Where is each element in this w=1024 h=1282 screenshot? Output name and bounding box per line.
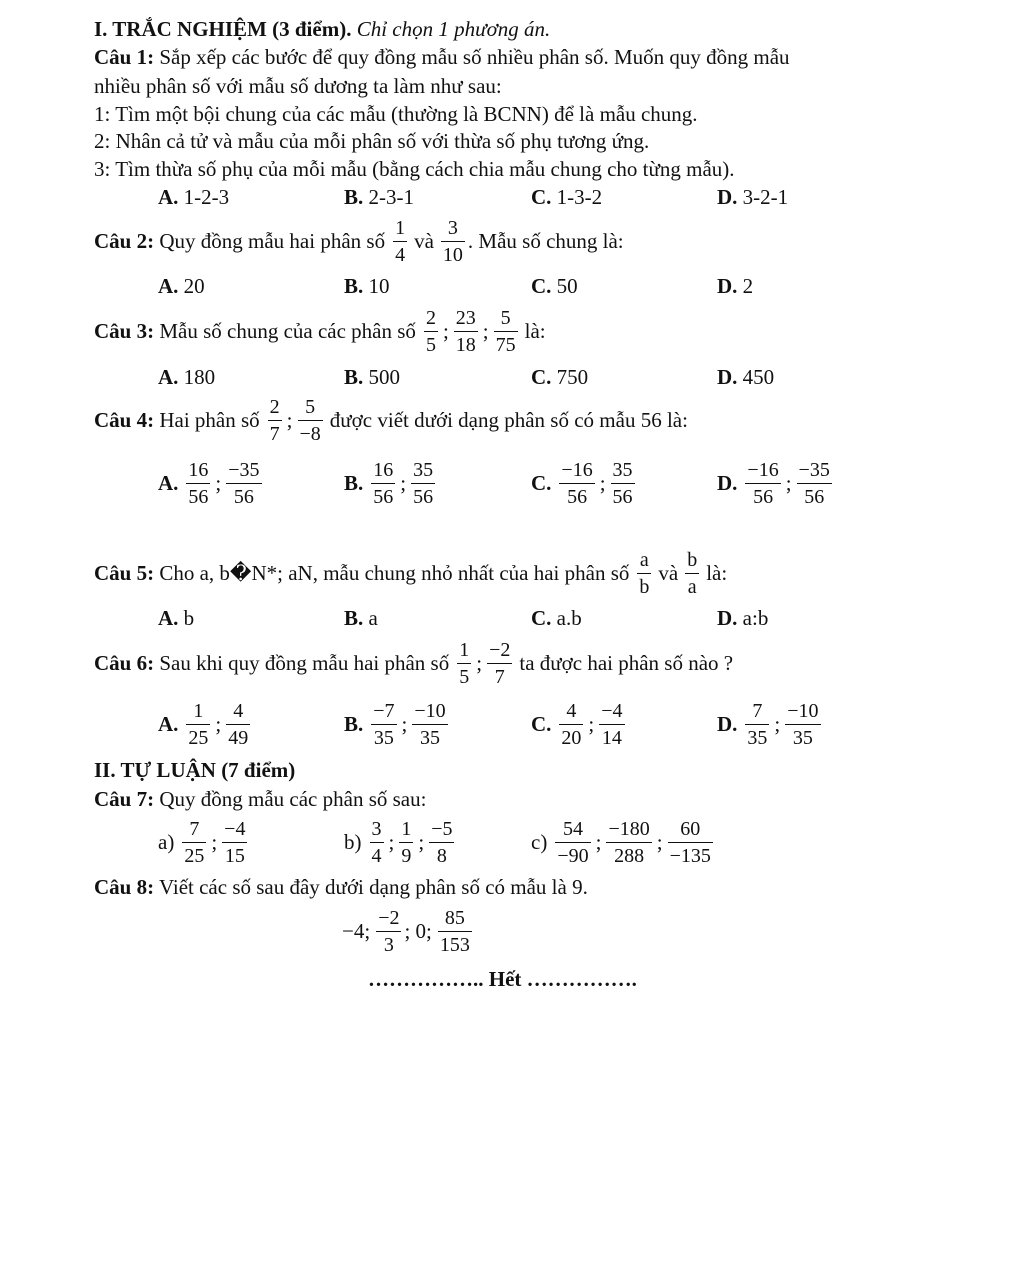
q4-option-d[interactable]: D. $\frac{-16}{56}$ ; $\frac{-35}{56}$ — [717, 458, 830, 508]
q6d-fraction-2: $\frac{-10}{35}$ — [787, 699, 819, 749]
q7c-fraction-2: $\frac{-180}{288}$ — [608, 817, 650, 867]
q7-part-a: a) $\frac{7}{25}$ ; $\frac{-4}{15}$ — [158, 817, 246, 867]
q6-fraction-1: $\frac{1}{5}$ — [459, 638, 470, 688]
q5-option-c[interactable] — [531, 605, 582, 631]
option-letter: B. — [344, 606, 364, 630]
option-letter: D. — [717, 274, 738, 298]
q5-prefix: Cho a, b — [159, 561, 230, 585]
q3-option-d[interactable] — [717, 364, 774, 390]
q5-label: Câu 5: — [94, 561, 155, 585]
q4-option-b[interactable]: B. $\frac{16}{56}$ ; $\frac{35}{56}$ — [344, 458, 434, 508]
option-letter: A. — [158, 471, 179, 495]
q7-question — [94, 786, 426, 812]
option-value: a:b — [742, 606, 769, 630]
q6b-fraction-1: $\frac{-7}{35}$ — [373, 699, 395, 749]
q7b-fraction-1: $\frac{3}{4}$ — [371, 817, 382, 867]
option-letter: A. — [158, 365, 179, 389]
option-letter: C. — [531, 471, 552, 495]
q4c-fraction-2: $\frac{35}{56}$ — [612, 458, 633, 508]
q4a-fraction-1: $\frac{16}{56}$ — [188, 458, 209, 508]
q3-label: Câu 3: — [94, 319, 155, 343]
option-value: a.b — [556, 606, 582, 630]
q2-suffix: . Mẫu số chung là: — [467, 229, 624, 253]
option-value: 50 — [556, 274, 578, 298]
q2-prefix: Quy đồng mẫu hai phân số — [159, 229, 386, 253]
q6a-fraction-2: $\frac{4}{49}$ — [228, 699, 249, 749]
option-value: 750 — [556, 365, 589, 389]
q8-fraction-2: $\frac{85}{153}$ — [439, 906, 470, 956]
section2-title-text: II. TỰ LUẬN (7 điểm) — [94, 758, 296, 782]
option-value: 20 — [183, 274, 205, 298]
q6-option-a[interactable]: A. $\frac{1}{25}$ ; $\frac{4}{49}$ — [158, 699, 249, 749]
option-letter: B. — [344, 185, 364, 209]
option-value: a — [368, 606, 378, 630]
q8-item-3: ; 0; — [404, 919, 432, 943]
q3-suffix: là: — [524, 319, 546, 343]
q6c-fraction-2: $\frac{-4}{14}$ — [601, 699, 623, 749]
q4-fraction-1: $\frac{2}{7}$ — [269, 395, 280, 445]
option-letter: D. — [717, 365, 738, 389]
q1-step3: 3: Tìm thừa số phụ của mỗi mẫu (bằng cách chia mẫu chung cho từng mẫu). — [94, 157, 735, 181]
option-value: 10 — [368, 274, 390, 298]
q6d-fraction-1: $\frac{7}{35}$ — [747, 699, 768, 749]
q4b-fraction-2: $\frac{35}{56}$ — [413, 458, 434, 508]
q7-part-b: b) $\frac{3}{4}$ ; $\frac{1}{9}$ ; $\frac{-5}{8}$ — [344, 817, 453, 867]
option-letter: D. — [717, 606, 738, 630]
q6-option-b[interactable]: B. $\frac{-7}{35}$ ; $\frac{-10}{35}$ — [344, 699, 446, 749]
option-letter: C. — [531, 712, 552, 736]
option-value: 500 — [368, 365, 401, 389]
q2-label: Câu 2: — [94, 229, 155, 253]
q3-fraction-1: $\frac{2}{5}$ — [425, 306, 436, 356]
part-letter: a) — [158, 830, 175, 854]
q2-option-a[interactable] — [158, 273, 205, 299]
q7-part-c: c) $\frac{54}{-90}$ ; $\frac{-180}{288}$ ; $\frac{60}{-135}$ — [531, 817, 711, 867]
q2-fraction-2: $\frac{3}{10}$ — [442, 216, 463, 266]
q1-option-c[interactable] — [531, 184, 602, 210]
part-letter: c) — [531, 830, 548, 854]
q6-suffix: ta được hai phân số nào ? — [519, 651, 734, 675]
q6-fraction-2: $\frac{-2}{7}$ — [489, 638, 511, 688]
q2-fraction-1: $\frac{1}{4}$ — [395, 216, 406, 266]
q6-prefix: Sau khi quy đồng mẫu hai phân số — [159, 651, 450, 675]
option-value: 2-3-1 — [368, 185, 415, 209]
q4b-fraction-1: $\frac{16}{56}$ — [373, 458, 394, 508]
q6-option-d[interactable]: D. $\frac{7}{35}$ ; $\frac{-10}{35}$ — [717, 699, 819, 749]
option-value: 3-2-1 — [742, 185, 789, 209]
q6b-fraction-2: $\frac{-10}{35}$ — [414, 699, 446, 749]
option-letter: A. — [158, 606, 179, 630]
option-letter: B. — [344, 365, 364, 389]
option-letter: C. — [531, 606, 552, 630]
q6-option-c[interactable]: C. $\frac{4}{20}$ ; $\frac{-4}{14}$ — [531, 699, 623, 749]
q4-question: Câu 4: Hai phân số $\frac{2}{7}$ ; $\frac{5}{-8}$ được viết dưới dạng phân số có mẫu 56 là: — [94, 395, 688, 445]
section1-heading — [94, 16, 550, 42]
q5-fraction-1: $\frac{a}{b}$ — [639, 548, 650, 598]
option-value: b — [183, 606, 195, 630]
option-value: 450 — [742, 365, 775, 389]
q3-option-b[interactable] — [344, 364, 400, 390]
q3-question: Câu 3: Mẫu số chung của các phân số $\frac{2}{5}$ ; $\frac{23}{18}$ ; $\frac{5}{75}$ là: — [94, 306, 546, 356]
q7b-fraction-3: $\frac{-5}{8}$ — [431, 817, 453, 867]
q8-fraction-1: $\frac{-2}{3}$ — [378, 906, 400, 956]
q1-step1: 1: Tìm một bội chung của các mẫu (thường là BCNN) để là mẫu chung. — [94, 102, 698, 126]
q2-joiner: và — [414, 229, 434, 253]
q7-label: Câu 7: — [94, 787, 155, 811]
q7a-fraction-1: $\frac{7}{25}$ — [184, 817, 205, 867]
option-letter: A. — [158, 712, 179, 736]
q2-option-b[interactable] — [344, 273, 390, 299]
option-value: 1-3-2 — [556, 185, 603, 209]
section1-title: I. TRẮC NGHIỆM (3 điểm). — [94, 17, 352, 41]
option-letter: B. — [344, 274, 364, 298]
q8-items — [342, 902, 475, 960]
q5-option-d[interactable] — [717, 605, 768, 631]
q2-question — [94, 214, 624, 268]
q3-fraction-3: $\frac{5}{75}$ — [495, 306, 516, 356]
q5-fraction-2: $\frac{b}{a}$ — [687, 548, 698, 598]
q1-option-d[interactable] — [717, 184, 788, 210]
q4c-fraction-1: $\frac{-16}{56}$ — [561, 458, 593, 508]
q3-option-c[interactable] — [531, 364, 588, 390]
q5-joiner: và — [658, 561, 679, 585]
section1-instruction: Chỉ chọn 1 phương án. — [356, 17, 551, 41]
q3-fraction-2: $\frac{23}{18}$ — [455, 306, 476, 356]
option-value: 1-2-3 — [183, 185, 230, 209]
q3-prefix: Mẫu số chung của các phân số — [159, 319, 416, 343]
q6a-fraction-1: $\frac{1}{25}$ — [188, 699, 209, 749]
q1-option-a[interactable] — [158, 184, 229, 210]
q5-option-a[interactable] — [158, 605, 194, 631]
q4-fraction-2: $\frac{5}{-8}$ — [299, 395, 321, 445]
option-letter: B. — [344, 471, 364, 495]
option-letter: D. — [717, 185, 738, 209]
q1-text-line1: Sắp xếp các bước để quy đồng mẫu số nhiều phân số. Muốn quy đồng mẫu — [159, 45, 790, 69]
option-letter: A. — [158, 185, 179, 209]
q7-text: Quy đồng mẫu các phân số sau: — [159, 787, 427, 811]
q1-label: Câu 1: — [94, 45, 155, 69]
q5-option-b[interactable] — [344, 605, 378, 631]
q7b-fraction-2: $\frac{1}{9}$ — [401, 817, 412, 867]
q4d-fraction-1: $\frac{-16}{56}$ — [747, 458, 779, 508]
option-letter: D. — [717, 712, 738, 736]
q4d-fraction-2: $\frac{-35}{56}$ — [798, 458, 830, 508]
option-letter: C. — [531, 185, 552, 209]
option-value: 2 — [742, 274, 754, 298]
q6-question: Câu 6: Sau khi quy đồng mẫu hai phân số $\frac{1}{5}$ ; $\frac{-2}{7}$ ta được hai phân số nào ? — [94, 638, 734, 688]
q7a-fraction-2: $\frac{-4}{15}$ — [224, 817, 246, 867]
q4-suffix: được viết dưới dạng phân số có mẫu 56 là: — [329, 408, 688, 432]
q2-option-c[interactable] — [531, 273, 578, 299]
q3-option-a[interactable] — [158, 364, 215, 390]
q4-label: Câu 4: — [94, 408, 155, 432]
q5-middle: , mẫu chung nhỏ nhất của hai phân số — [312, 561, 630, 585]
footer-end: …………….. Hết ……………. — [368, 967, 637, 991]
q2-option-d[interactable] — [717, 273, 753, 299]
option-letter: B. — [344, 712, 364, 736]
option-letter: D. — [717, 471, 738, 495]
q4-option-a[interactable]: A. $\frac{16}{56}$ ; $\frac{-35}{56}$ — [158, 458, 260, 508]
option-letter: C. — [531, 274, 552, 298]
q8-label: Câu 8: — [94, 875, 155, 899]
q4a-fraction-2: $\frac{-35}{56}$ — [228, 458, 260, 508]
q8-question — [94, 874, 588, 900]
q1-text-line2: nhiều phân số với mẫu số dương ta làm như sau: — [94, 74, 502, 98]
q4-option-c[interactable]: C. $\frac{-16}{56}$ ; $\frac{35}{56}$ — [531, 458, 633, 508]
q7c-fraction-3: $\frac{60}{-135}$ — [669, 817, 711, 867]
option-letter: A. — [158, 274, 179, 298]
q5-question — [94, 546, 727, 600]
q1-option-b[interactable] — [344, 184, 414, 210]
part-letter: b) — [344, 830, 362, 854]
q6-label: Câu 6: — [94, 651, 155, 675]
q5-garbled-symbols: �N*; aN — [229, 561, 313, 585]
q1-line1 — [94, 44, 790, 70]
section2-title — [94, 757, 295, 783]
q8-text: Viết các số sau đây dưới dạng phân số có mẫu là 9. — [158, 875, 588, 899]
q1-step2: 2: Nhân cả tử và mẫu của mỗi phân số với thừa số phụ tương ứng. — [94, 129, 650, 153]
q5-suffix: là: — [706, 561, 728, 585]
q4-prefix: Hai phân số — [159, 408, 260, 432]
q7c-fraction-1: $\frac{54}{-90}$ — [557, 817, 589, 867]
q6c-fraction-1: $\frac{4}{20}$ — [561, 699, 582, 749]
option-letter: C. — [531, 365, 552, 389]
option-value: 180 — [183, 365, 216, 389]
q8-item-1: −4; — [342, 919, 371, 943]
